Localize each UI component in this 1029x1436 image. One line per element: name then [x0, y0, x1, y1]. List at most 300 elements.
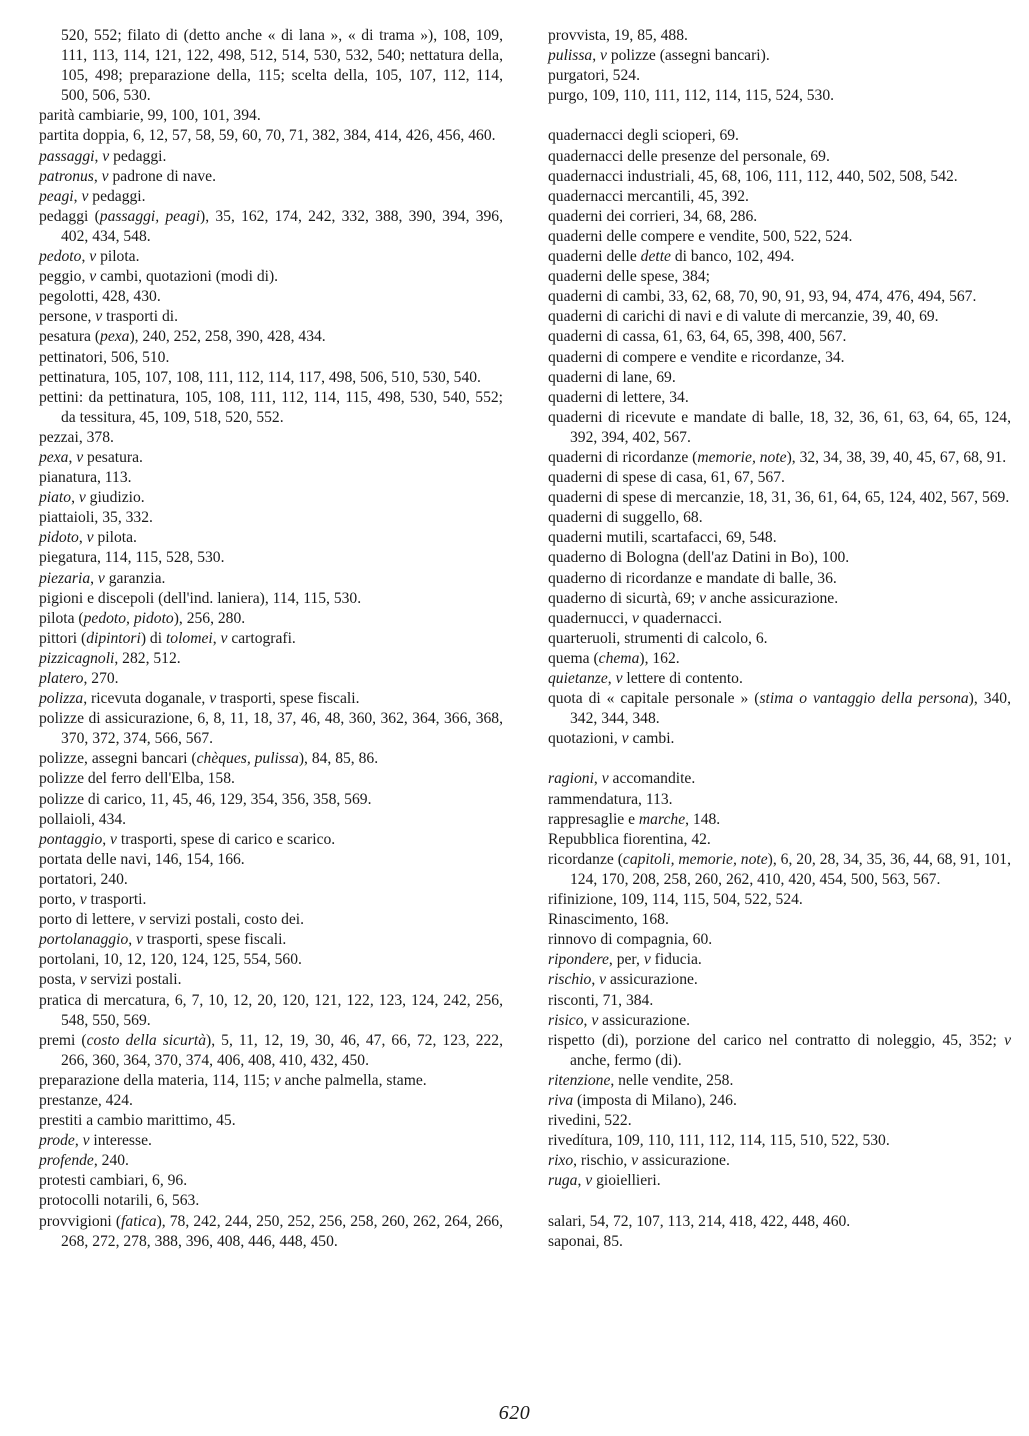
- index-entry-text: quaderni di cambi, 33, 62, 68, 70, 90, 91, 93, 94, 474, 476, 494, 567.: [548, 288, 977, 306]
- index-entry-text: prestanze, 424.: [39, 1091, 133, 1109]
- index-entry-text: quaderni mutili, scartafacci, 69, 548.: [548, 529, 777, 547]
- index-entry: [39, 428, 503, 448]
- index-entry-text: quaderno di ricordanze e mandate di balle, 36.: [548, 569, 837, 587]
- index-entry-text: porto,: [39, 891, 80, 909]
- index-entry-text: protesti cambiari, 6, 96.: [39, 1172, 188, 1190]
- index-entry: [39, 1171, 503, 1191]
- index-entry-italic-text: v: [82, 1132, 90, 1150]
- index-entry: [39, 970, 503, 990]
- index-entry-text: trasporti, spese fiscali.: [216, 690, 360, 708]
- index-entry-italic-text: costo della sicurtà: [86, 1031, 207, 1049]
- index-entry-text: ,: [93, 167, 102, 185]
- index-entry-text: , 282, 512.: [114, 649, 181, 667]
- index-entry: [548, 508, 1011, 528]
- index-entry-text: quadernacci mercantili, 45, 392.: [548, 187, 749, 205]
- index-entry-text: peggio,: [39, 268, 90, 286]
- index-entry-text: pollaioli, 434.: [39, 810, 127, 828]
- index-entry: [548, 910, 1011, 930]
- index-entry: [39, 147, 503, 167]
- index-entry-italic-text: v: [209, 690, 217, 708]
- index-entry: [548, 1171, 1011, 1191]
- index-entry-text: ), 32, 34, 38, 39, 40, 45, 67, 68, 91.: [786, 448, 1007, 466]
- index-entry-italic-text: v: [1004, 1031, 1011, 1049]
- index-entry-italic-text: marche: [638, 810, 686, 828]
- index-entry-text: anche, fermo (di).: [570, 1051, 682, 1069]
- index-entry-text: ,: [78, 529, 87, 547]
- index-entry: [548, 1111, 1011, 1131]
- index-entry: [39, 709, 503, 749]
- index-entry-text: pettinatura, 105, 107, 108, 111, 112, 114, 117, 498, 506, 510, 530, 540.: [39, 368, 481, 386]
- index-entry-text: risconti, 71, 384.: [548, 991, 654, 1009]
- index-entry-text: Rinascimento, 168.: [548, 911, 669, 929]
- index-entry: [548, 368, 1011, 388]
- index-entry: [39, 810, 503, 830]
- index-entry-text: trasporti di.: [102, 308, 179, 326]
- index-entry: [39, 448, 503, 468]
- index-entry: [548, 1071, 1011, 1091]
- index-entry-text: quadernacci industriali, 45, 68, 106, 111, 112, 440, 502, 508, 542.: [548, 167, 958, 185]
- index-entry-text: rinnovo di compagnia, 60.: [548, 931, 713, 949]
- index-entry: [548, 970, 1011, 990]
- index-entry-text: quema (: [548, 649, 599, 667]
- index-entry-text: portolani, 10, 12, 120, 124, 125, 554, 560.: [39, 951, 302, 969]
- index-entry-text: trasporti, spese fiscali.: [142, 931, 287, 949]
- index-entry-italic-text: riva: [548, 1091, 574, 1109]
- index-entry: [39, 468, 503, 488]
- index-entry-text: ,: [73, 187, 82, 205]
- index-entry-text: polizze del ferro dell'Elba, 158.: [39, 770, 235, 788]
- index-entry: [548, 408, 1011, 448]
- index-entry-text: ), 84, 85, 86.: [298, 750, 379, 768]
- index-entry: [39, 1071, 503, 1091]
- index-entry-text: ,: [593, 770, 602, 788]
- index-entry-italic-text: profende: [39, 1152, 94, 1170]
- index-entry-italic-text: risico: [548, 1011, 584, 1029]
- index-entry-text: purgatori, 524.: [548, 67, 640, 85]
- index-entry-italic-text: v: [110, 830, 117, 848]
- index-entry-text: preparazione della materia, 114, 115;: [39, 1071, 274, 1089]
- index-entry-italic-text: pizzicagnoli: [39, 649, 115, 667]
- index-entry: [548, 1131, 1011, 1151]
- index-entry-text: quaderni di ricevute e mandate di balle, 18, 32, 36, 61, 63, 64, 65, 124, 392, 394, 402, 567.: [548, 408, 1011, 446]
- index-entry-italic-text: v: [136, 931, 143, 949]
- index-entry-italic-text: pedoto: [39, 248, 82, 266]
- index-entry: [548, 287, 1011, 307]
- index-entry: [548, 569, 1011, 589]
- index-entry-text: ,: [94, 147, 103, 165]
- index-entry-text: assicurazione.: [598, 1011, 691, 1029]
- index-entry-text: padrone di nave.: [108, 167, 216, 185]
- index-entry: [39, 267, 503, 287]
- index-entry-text: quaderno di Bologna (dell'az Datini in Bo), 100.: [548, 549, 850, 567]
- index-entry-text: ricordanze (: [548, 850, 623, 868]
- index-entry-text: quaderni delle: [548, 248, 641, 266]
- index-entry-text: servizi postali.: [86, 971, 182, 989]
- index-entry-italic-text: chema: [598, 649, 640, 667]
- index-entry-italic-text: v: [101, 167, 109, 185]
- index-entry-text: servizi postali, costo dei.: [145, 911, 305, 929]
- index-entry: [39, 1111, 503, 1131]
- index-entry-text: polizze, assegni bancari (: [39, 750, 197, 768]
- index-entry: [39, 870, 503, 890]
- index-entry-text: accomandite.: [608, 770, 696, 788]
- index-entry-text: quaderni di ricordanze (: [548, 448, 698, 466]
- index-entry-italic-text: v: [78, 489, 86, 507]
- index-entry: [39, 669, 503, 689]
- index-entry-text: rappresaglie e: [548, 810, 639, 828]
- index-entry: [548, 448, 1011, 468]
- index-entry-italic-text: ragioni: [548, 770, 594, 788]
- index-entry-text: rispetto (di), porzione del carico nel contratto di noleggio, 45, 352;: [548, 1031, 1005, 1049]
- index-entry: [548, 1091, 1011, 1111]
- index-entry-text: pittori (: [39, 629, 87, 647]
- index-entry: [548, 348, 1011, 368]
- index-entry: [548, 26, 1011, 46]
- index-entry-italic-text: v: [599, 971, 607, 989]
- index-entry-text: ,: [74, 1132, 83, 1150]
- index-entry-italic-text: pedoto, pidoto: [83, 609, 174, 627]
- index-entry-text: polizze di assicurazione, 6, 8, 11, 18, 37, 46, 48, 360, 362, 364, 366, 368, 370, 372, 374, 566, 567.: [39, 710, 503, 748]
- index-entry-text: , ricevuta doganale,: [83, 690, 210, 708]
- index-entry-text: ), 5, 11, 12, 19, 30, 46, 47, 66, 72, 123, 222, 266, 360, 364, 370, 374, 406, 408, 410, 432, 450.: [61, 1031, 503, 1069]
- index-entry-italic-text: rischio: [548, 971, 592, 989]
- index-entry: [39, 488, 503, 508]
- index-entry-text: pilota (: [39, 609, 84, 627]
- index-entry: [39, 167, 503, 187]
- index-entry: [548, 388, 1011, 408]
- index-entry: [548, 850, 1011, 890]
- index-entry: [548, 991, 1011, 1011]
- index-entry-text: provvista, 19, 85, 488.: [548, 27, 688, 44]
- index-entry: [548, 548, 1011, 568]
- index-entry: [39, 950, 503, 970]
- index-entry-text: polizze (assegni bancari).: [606, 47, 770, 65]
- index-entry-italic-text: rixo: [548, 1152, 574, 1170]
- index-entry-italic-text: stima o vantaggio della persona: [759, 690, 969, 708]
- index-entry-italic-text: v: [79, 971, 87, 989]
- index-entry-text: garanzia.: [104, 569, 166, 587]
- index-entry-italic-text: piezaria: [39, 569, 91, 587]
- index-entry-text: partita doppia, 6, 12, 57, 58, 59, 60, 70, 71, 382, 384, 414, 426, 456, 460.: [39, 127, 496, 145]
- index-entry-text: assicurazione.: [638, 1152, 730, 1170]
- index-entry: [39, 388, 503, 428]
- index-entry: [548, 729, 1011, 749]
- index-entry-text: ), 340, 342, 344, 348.: [570, 690, 1012, 728]
- index-entry-text: pedaggi.: [88, 187, 146, 205]
- index-entry: [548, 86, 1011, 106]
- index-entry: [39, 589, 503, 609]
- index-entry-text: quadernucci,: [548, 609, 632, 627]
- index-entry: [548, 629, 1011, 649]
- index-entry-italic-text: pexa: [100, 328, 130, 346]
- index-entry-italic-text: v: [86, 529, 94, 547]
- index-entry-text: quadernacci degli scioperi, 69.: [548, 127, 739, 145]
- index-entry: [39, 629, 503, 649]
- index-entry: [548, 669, 1011, 689]
- index-entry-italic-text: v: [89, 268, 97, 286]
- index-entry-italic-text: v: [89, 248, 97, 266]
- index-entry-text: ), 35, 162, 174, 242, 332, 388, 390, 394, 396, 402, 434, 548.: [61, 207, 503, 245]
- index-entry-text: quaderni di spese di mercanzie, 18, 31, 36, 61, 64, 65, 124, 402, 567, 569.: [548, 489, 1010, 507]
- index-entry-text: persone,: [39, 308, 96, 326]
- index-entry-italic-text: v: [643, 951, 651, 969]
- index-entry-text: rivedítura, 109, 110, 111, 112, 114, 115, 510, 522, 530.: [548, 1132, 890, 1150]
- index-entry-text: prestiti a cambio marittimo, 45.: [39, 1112, 236, 1130]
- index-entry-text: pesatura (: [39, 328, 101, 346]
- index-entry: [39, 327, 503, 347]
- index-entry: [548, 1031, 1011, 1071]
- index-entry-text: trasporti.: [86, 891, 147, 909]
- index-entry-italic-text: v: [591, 1011, 599, 1029]
- index-entry-text: portata delle navi, 146, 154, 166.: [39, 850, 245, 868]
- index-entry-text: quaderni di carichi di navi e di valute di mercanzie, 39, 40, 69.: [548, 308, 939, 326]
- index-entry: [39, 689, 503, 709]
- index-entry-text: cambi.: [628, 730, 675, 748]
- index-entry-text: anche assicurazione.: [706, 589, 839, 607]
- index-entry: [548, 66, 1011, 86]
- index-entry-italic-text: v: [273, 1071, 281, 1089]
- index-entry-text: di banco, 102, 494.: [670, 248, 795, 266]
- index-entry-text: , 240.: [93, 1152, 129, 1170]
- right-index-column: [548, 26, 1011, 1252]
- index-entry-italic-text: prode: [39, 1132, 75, 1150]
- index-entry: [39, 1131, 503, 1151]
- index-entry-text: pilota.: [96, 248, 140, 266]
- index-entry-italic-text: v: [79, 891, 87, 909]
- index-entry-italic-text: chèques, pulissa: [196, 750, 299, 768]
- index-entry-text: ,: [577, 1172, 586, 1190]
- index-entry: [39, 850, 503, 870]
- index-entry-text: quaderni di lettere, 34.: [548, 388, 689, 406]
- index-entry-text: ,: [68, 448, 77, 466]
- index-entry: [39, 187, 503, 207]
- index-entry-italic-text: v: [621, 730, 629, 748]
- index-entry-text: trasporti, spese di carico e scarico.: [116, 830, 336, 848]
- index-entry-italic-text: passaggi, peagi: [99, 207, 201, 225]
- index-entry-text: ,: [592, 47, 600, 65]
- index-entry-text: cartografi.: [227, 629, 296, 647]
- index-entry-text: pettini: da pettinatura, 105, 108, 111, 112, 114, 115, 498, 530, 540, 552; da tessitura, 45, 109, 518, 520, 552.: [39, 388, 503, 426]
- index-entry-text: salari, 54, 72, 107, 113, 214, 418, 422, 448, 460.: [548, 1212, 851, 1230]
- index-entry: [39, 368, 503, 388]
- index-entry-text: quaderni di suggello, 68.: [548, 509, 703, 527]
- index-entry-text: gioiellieri.: [592, 1172, 661, 1190]
- index-entry-italic-text: pulissa: [548, 47, 593, 65]
- index-entry: [548, 126, 1011, 146]
- index-entry: [548, 609, 1011, 629]
- index-entry: [548, 147, 1011, 167]
- index-entry-text: pilota.: [93, 529, 137, 547]
- index-entry: [548, 247, 1011, 267]
- index-entry-text: cambi, quotazioni (modi di).: [96, 268, 279, 286]
- index-entry-italic-text: v: [631, 1152, 639, 1170]
- index-entry: [39, 508, 503, 528]
- index-entry-italic-text: v: [615, 670, 623, 687]
- index-entry-text: saponai, 85.: [548, 1232, 623, 1250]
- index-entry-text: quadernacci delle presenze del personale, 69.: [548, 147, 830, 165]
- index-entry: [39, 287, 503, 307]
- index-entry: [39, 890, 503, 910]
- index-entry: [39, 207, 503, 247]
- index-entry: [39, 930, 503, 950]
- index-entry: [548, 1212, 1011, 1232]
- index-entry-text: quarteruoli, strumenti di calcolo, 6.: [548, 629, 768, 647]
- index-entry-text: quadernacci.: [638, 609, 723, 627]
- index-entry-italic-text: v: [601, 770, 609, 788]
- index-entry-italic-text: tolomei: [165, 629, 213, 647]
- index-entry-italic-text: pidoto: [39, 529, 79, 547]
- index-entry-italic-text: ruga: [548, 1172, 578, 1190]
- index-entry-text: , 270.: [83, 670, 119, 687]
- index-entry-text: ,: [607, 670, 616, 687]
- index-entry: [548, 488, 1011, 508]
- index-entry-italic-text: v: [76, 448, 84, 466]
- index-entry: [548, 689, 1011, 729]
- index-entry: [548, 810, 1011, 830]
- index-entry: [39, 1191, 503, 1211]
- index-entry-italic-text: memorie, note: [697, 448, 787, 466]
- index-entry-text: ,: [71, 489, 79, 507]
- index-entry: [39, 991, 503, 1031]
- index-entry-text: purgo, 109, 110, 111, 112, 114, 115, 524, 530.: [548, 87, 835, 105]
- index-entry-text: interesse.: [89, 1132, 152, 1150]
- index-entry-italic-text: ripondere: [548, 951, 609, 969]
- index-entry: [39, 569, 503, 589]
- index-entry-text: porto di lettere,: [39, 911, 139, 929]
- index-entry: [548, 930, 1011, 950]
- index-entry-italic-text: pexa: [39, 448, 69, 466]
- index-entry-text: ), 240, 252, 258, 390, 428, 434.: [129, 328, 326, 346]
- index-entry: [548, 327, 1011, 347]
- index-entry-text: pegolotti, 428, 430.: [39, 288, 161, 306]
- index-entry-text: piegatura, 114, 115, 528, 530.: [39, 549, 225, 567]
- index-entry: [548, 589, 1011, 609]
- index-entry-italic-text: v: [220, 629, 228, 647]
- index-entry: [39, 1091, 503, 1111]
- index-entry-text: Repubblica fiorentina, 42.: [548, 830, 711, 848]
- index-entry-italic-text: dipintori: [86, 629, 141, 647]
- index-entry-text: ), 78, 242, 244, 250, 252, 256, 258, 260, 262, 264, 266, 268, 272, 278, 388, 396, 408, 446, 448, 450.: [61, 1212, 503, 1250]
- index-entry: [548, 207, 1011, 227]
- index-entry-text: ,: [90, 569, 98, 587]
- index-entry-text: pratica di mercatura, 6, 7, 10, 12, 20, 120, 121, 122, 123, 124, 242, 256, 548, 550, 569.: [39, 991, 503, 1029]
- index-entry-italic-text: patronus: [39, 167, 94, 185]
- index-entry-text: anche palmella, stame.: [280, 1071, 427, 1089]
- index-entry: [39, 126, 503, 146]
- index-entry-text: quota di « capitale personale » (: [548, 690, 760, 708]
- index-entry-text: protocolli notarili, 6, 563.: [39, 1192, 200, 1210]
- index-entry: [39, 1212, 503, 1252]
- index-entry-italic-text: polizza: [39, 690, 84, 708]
- index-entry-italic-text: portolanaggio: [39, 931, 129, 949]
- index-entry-text: fiducia.: [650, 951, 702, 969]
- index-entry-text: portatori, 240.: [39, 870, 128, 888]
- index-entry-text: assicurazione.: [606, 971, 698, 989]
- index-entry: [548, 187, 1011, 207]
- index-entry-text: quaderno di sicurtà, 69;: [548, 589, 700, 607]
- index-entry-text: pedaggi (: [39, 207, 100, 225]
- index-entry-text: pettinatori, 506, 510.: [39, 348, 170, 366]
- index-entry-italic-text: v: [95, 308, 103, 326]
- index-entry: [548, 267, 1011, 287]
- index-entry: [548, 227, 1011, 247]
- index-entry-text: ,: [591, 971, 600, 989]
- index-entry-text: pesatura.: [83, 448, 143, 466]
- index-entry: [39, 26, 503, 106]
- index-entry: [39, 649, 503, 669]
- index-entry-text: lettere di contento.: [622, 670, 743, 687]
- index-entry-text: quaderni di spese di casa, 61, 67, 567.: [548, 469, 785, 487]
- index-entry: [548, 790, 1011, 810]
- index-entry-text: , 148.: [685, 810, 721, 828]
- index-entry: [39, 307, 503, 327]
- index-entry-text: pigioni e discepoli (dell'ind. laniera), 114, 115, 530.: [39, 589, 362, 607]
- index-entry-text: quaderni di cassa, 61, 63, 64, 65, 398, 400, 567.: [548, 328, 847, 346]
- index-entry-text: , rischio,: [573, 1152, 632, 1170]
- index-entry: [39, 749, 503, 769]
- index-entry-text: ), 6, 20, 28, 34, 35, 36, 44, 68, 91, 101, 124, 170, 208, 258, 260, 262, 410, 420, 454, 500, 563, 567.: [570, 850, 1011, 888]
- index-entry: [548, 1151, 1011, 1171]
- index-entry-italic-text: v: [102, 147, 110, 165]
- index-entry-italic-text: v: [138, 911, 146, 929]
- index-entry-text: rammendatura, 113.: [548, 790, 673, 808]
- index-entry-text: pedaggi.: [109, 147, 167, 165]
- index-entry-italic-text: v: [699, 589, 707, 607]
- left-index-column: [39, 26, 503, 1252]
- index-entry: [39, 348, 503, 368]
- index-entry: [39, 910, 503, 930]
- index-entry: [548, 649, 1011, 669]
- index-entry-italic-text: passaggi: [39, 147, 95, 165]
- index-entry-text: giudizio.: [85, 489, 145, 507]
- index-entry: [548, 950, 1011, 970]
- index-entry-italic-text: v: [600, 47, 607, 65]
- index-entry: [39, 247, 503, 267]
- index-entry: [39, 769, 503, 789]
- index-entry: [39, 830, 503, 850]
- index-entry: [548, 468, 1011, 488]
- index-entry: [39, 1031, 503, 1071]
- index-entry: [548, 167, 1011, 187]
- index-entry: [548, 890, 1011, 910]
- index-entry: [39, 106, 503, 126]
- index-entry-text: rifinizione, 109, 114, 115, 504, 522, 524.: [548, 891, 803, 909]
- index-entry-text: quaderni di lane, 69.: [548, 368, 676, 386]
- index-entry-text: ,: [102, 830, 111, 848]
- index-entry-italic-text: platero: [39, 670, 84, 687]
- index-entry-text: premi (: [39, 1031, 87, 1049]
- index-entry-italic-text: capitoli, memorie, note: [622, 850, 768, 868]
- index-entry: [39, 790, 503, 810]
- index-entry-italic-text: piato: [39, 489, 72, 507]
- index-entry-text: provvigioni (: [39, 1212, 122, 1230]
- index-entry-text: ,: [583, 1011, 592, 1029]
- index-entry: [548, 528, 1011, 548]
- index-entry: [548, 46, 1011, 66]
- index-entry: [548, 1232, 1011, 1252]
- index-entry-text: ), 162.: [639, 649, 680, 667]
- index-entry-italic-text: v: [632, 609, 639, 627]
- index-entry-text: quotazioni,: [548, 730, 622, 748]
- index-entry-text: pezzai, 378.: [39, 428, 114, 446]
- page-number: 620: [498, 1402, 531, 1424]
- index-entry-italic-text: ritenzione: [548, 1071, 611, 1089]
- index-entry-text: ,: [128, 931, 137, 949]
- index-entry: [548, 307, 1011, 327]
- index-entry: [39, 609, 503, 629]
- index-entry-italic-text: v: [585, 1172, 593, 1190]
- index-entry-text: 520, 552; filato di (detto anche « di lana », « di trama »), 108, 109, 111, 113, 114, 121, 122, 498, 512, 514, 530, 532, 540; nettatura della, 105, 498; preparazione della, 115; scelta della, 105, 107, 112, 114, 500, 506, 530.: [61, 27, 503, 105]
